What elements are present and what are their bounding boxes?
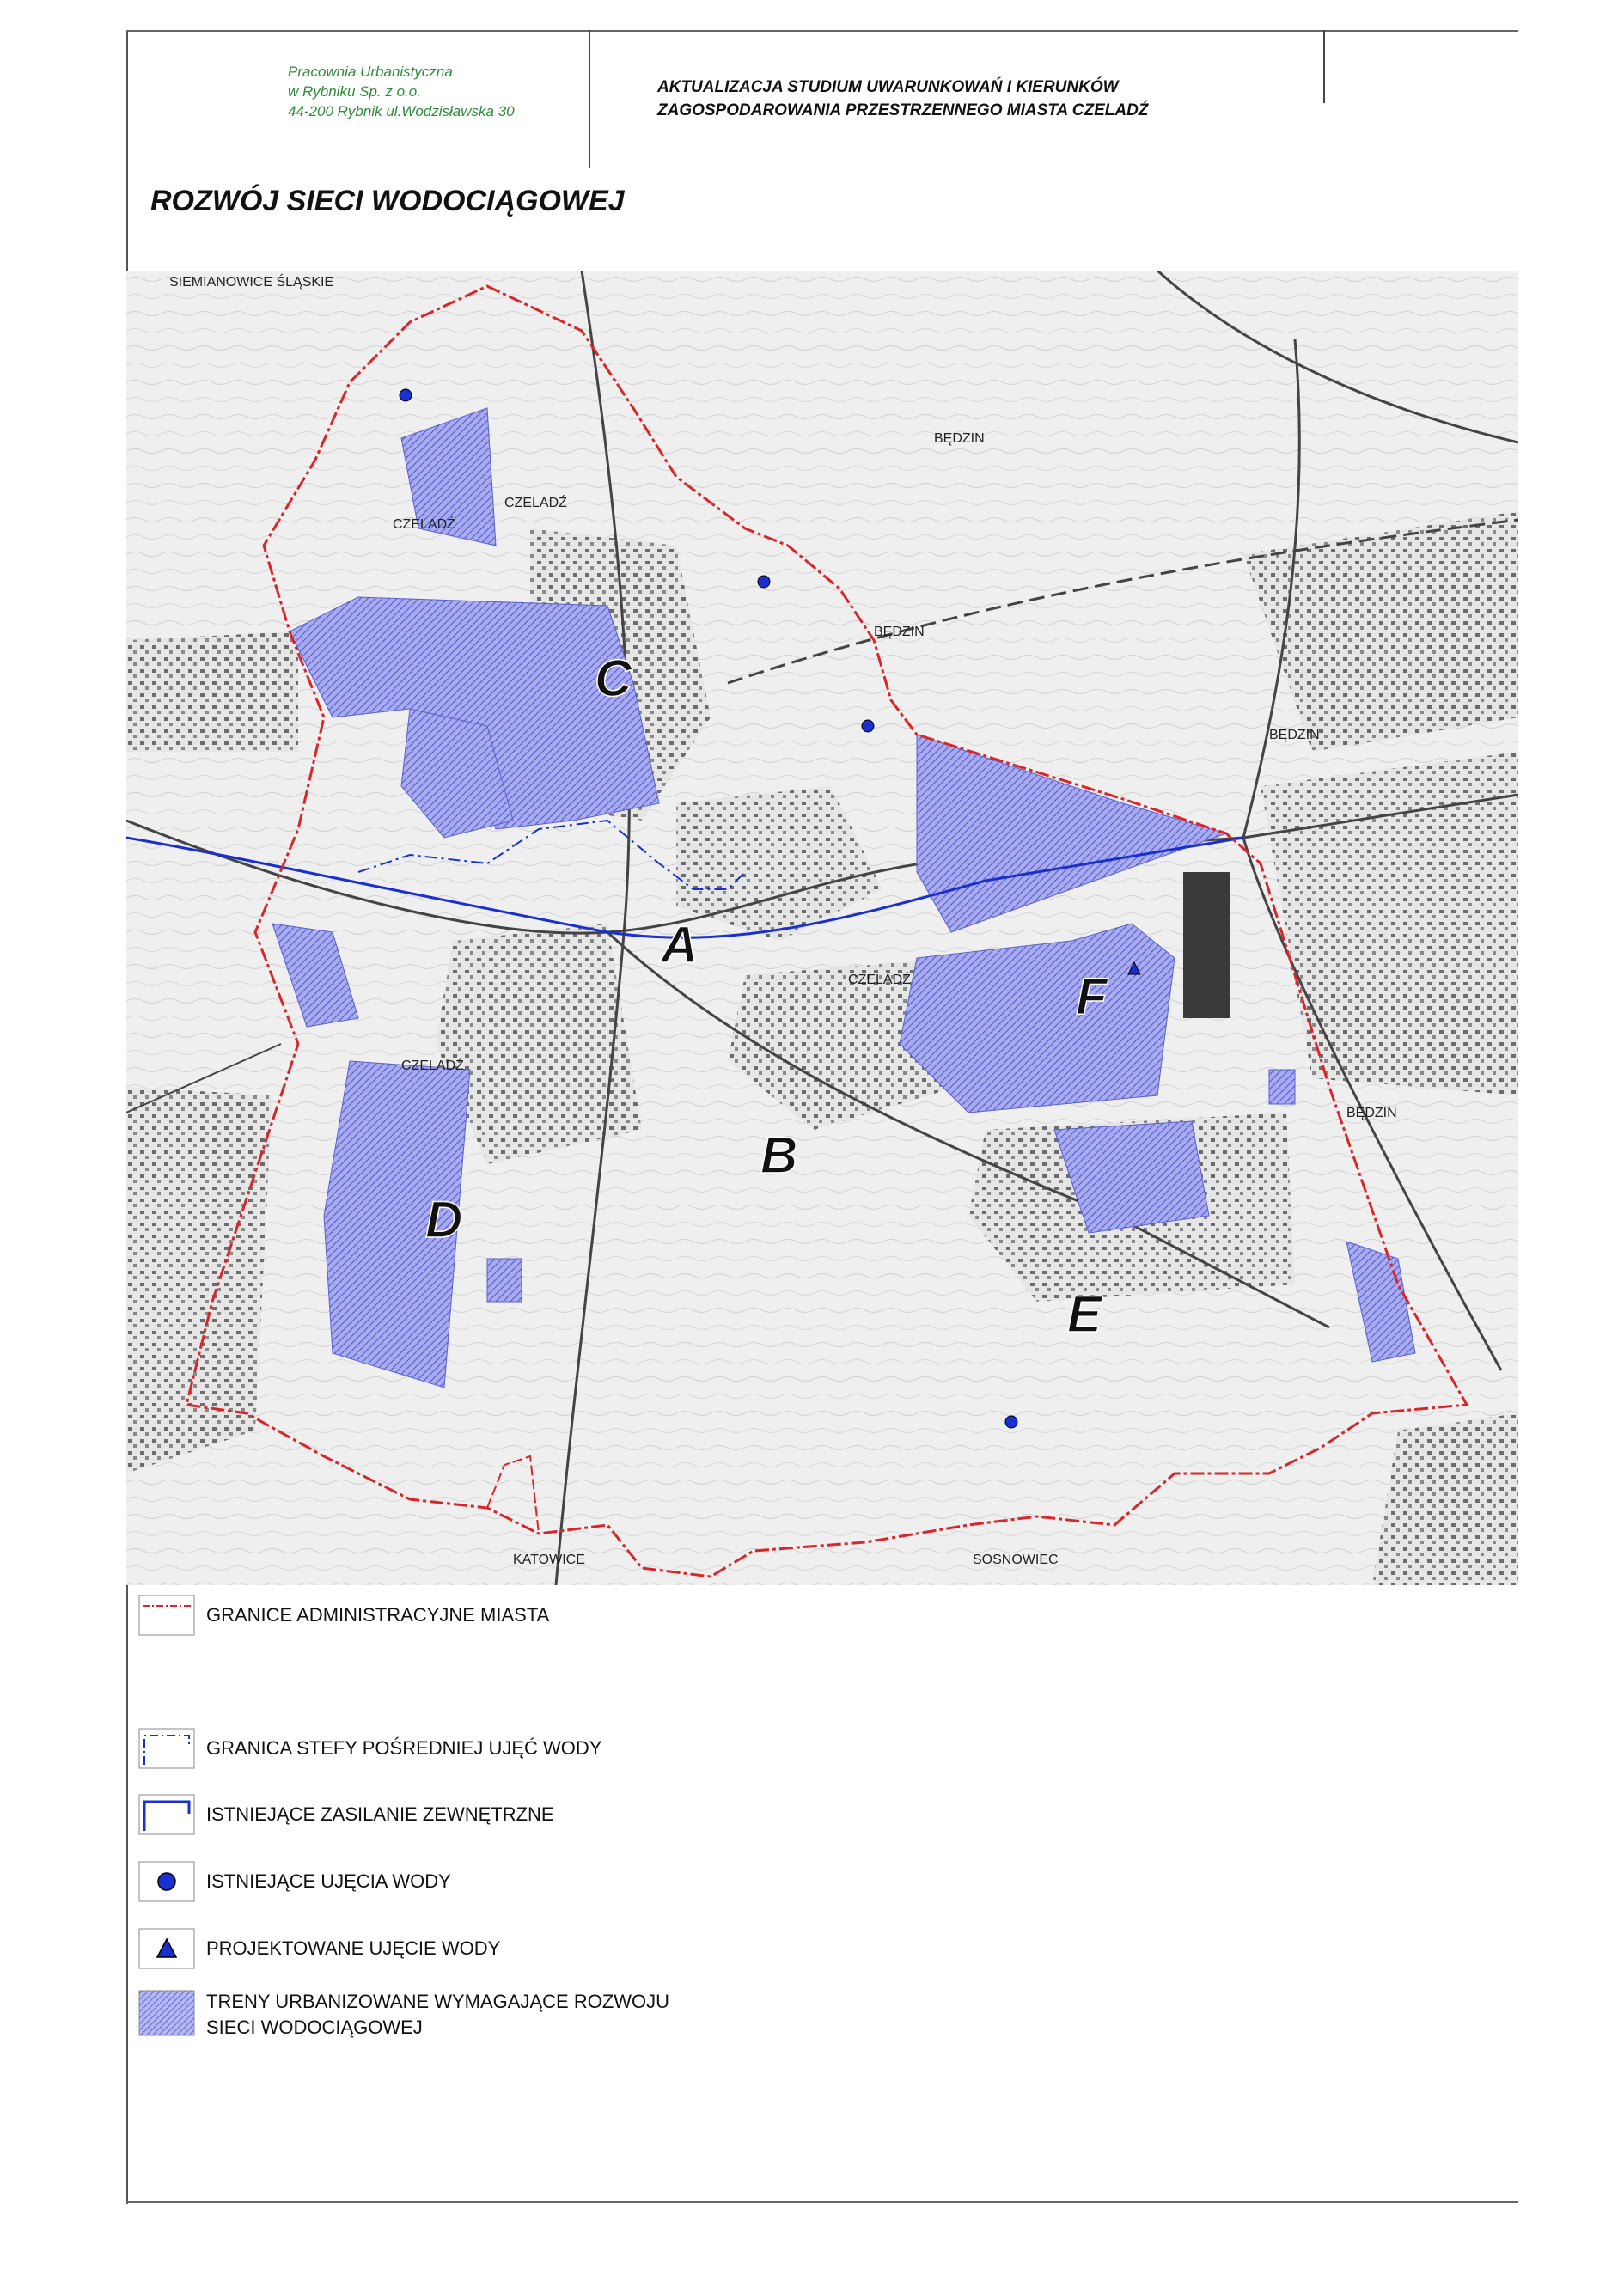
place-czeladz-1: CZELADŹ [393, 517, 455, 532]
header-divider-right [1323, 30, 1325, 103]
map-title: ROZWÓJ SIECI WODOCIĄGOWEJ [150, 185, 625, 217]
legend-external-supply-label: ISTNIEJĄCE ZASILANIE ZEWNĘTRZNE [206, 1803, 554, 1825]
intake-grodziec [862, 720, 874, 732]
company-city: w Rybniku Sp. z o.o. [288, 83, 421, 100]
legend-planned-icon [137, 1927, 196, 1970]
intake-center-north [758, 576, 770, 588]
place-katowice: KATOWICE [513, 1553, 585, 1567]
legend-urbanized-line1: TRENY URBANIZOWANE WYMAGAJĄCE ROZWOJU [206, 1991, 670, 2012]
place-czeladz-2: CZELADŹ [504, 496, 567, 510]
legend-supply-icon [137, 1793, 196, 1836]
legend-external-supply [137, 1793, 554, 1836]
legend-urbanized-areas [137, 1989, 669, 2041]
legend-boundary-icon [137, 1594, 196, 1637]
legend-planned-intake-label: PROJEKTOWANE UJĘCIE WODY [206, 1937, 501, 1959]
project-title-line2: ZAGOSPODAROWANIA PRZESTRZENNEGO MIASTA CZELADŹ [657, 101, 1149, 119]
legend-intake-icon [137, 1860, 196, 1903]
legend-admin-boundary [137, 1594, 549, 1637]
zone-d-small [487, 1259, 522, 1302]
place-sosnowiec: SOSNOWIEC [973, 1553, 1059, 1567]
legend-protection-icon [137, 1727, 196, 1770]
legend-existing-intakes-label: ISTNIEJĄCE UJĘCIA WODY [206, 1870, 451, 1892]
zone-label-c: C [595, 650, 632, 707]
map-area [126, 271, 1518, 1585]
legend-admin-boundary-label: GRANICE ADMINISTRACYJNE MIASTA [206, 1604, 550, 1626]
zone-label-b: B [760, 1126, 798, 1184]
place-czeladz-4: CZELADŹ [401, 1059, 464, 1073]
page-frame-top [126, 30, 1518, 32]
page-frame-bottom [126, 2201, 1518, 2203]
place-bedzin-4: BĘDZIN [1346, 1106, 1397, 1120]
zone-label-e: E [1067, 1285, 1102, 1343]
legend [137, 1594, 911, 2066]
company-name: Pracownia Urbanistyczna [288, 64, 453, 80]
legend-protection-zone-label: GRANICA STEFY POŚREDNIEJ UJĘĆ WODY [206, 1737, 602, 1759]
project-title [657, 76, 1148, 122]
legend-protection-zone [137, 1727, 601, 1770]
legend-urbanized-line2: SIECI WODOCIĄGOWEJ [206, 2016, 423, 2038]
legend-existing-intakes [137, 1860, 451, 1903]
place-bedzin-2: BĘDZIN [874, 625, 925, 639]
place-czeladz-3: CZELADŹ [848, 973, 911, 987]
zone-label-d: D [425, 1191, 463, 1248]
project-title-line1: AKTUALIZACJA STUDIUM UWARUNKOWAŃ I KIERUNKÓW [657, 78, 1119, 96]
company-address: 44-200 Rybnik ul.Wodzisławska 30 [288, 103, 515, 119]
place-bedzin-1: BĘDZIN [934, 431, 985, 446]
intake-south [1005, 1416, 1017, 1428]
place-siemianowice: SIEMIANOWICE ŚLĄSKIE [169, 275, 334, 290]
zone-label-a: A [661, 916, 699, 973]
header-divider [589, 30, 590, 168]
industrial-building [1183, 872, 1230, 1018]
intake-north [400, 389, 412, 401]
place-bedzin-3: BĘDZIN [1269, 728, 1320, 742]
legend-urbanized-areas-label [206, 1989, 669, 2041]
zone-label-f: F [1076, 967, 1108, 1025]
legend-planned-intake [137, 1927, 500, 1970]
zone-east-small [1269, 1070, 1295, 1104]
legend-hatch-icon [137, 1989, 196, 2037]
map-svg [126, 271, 1518, 1585]
company-info [288, 62, 515, 121]
